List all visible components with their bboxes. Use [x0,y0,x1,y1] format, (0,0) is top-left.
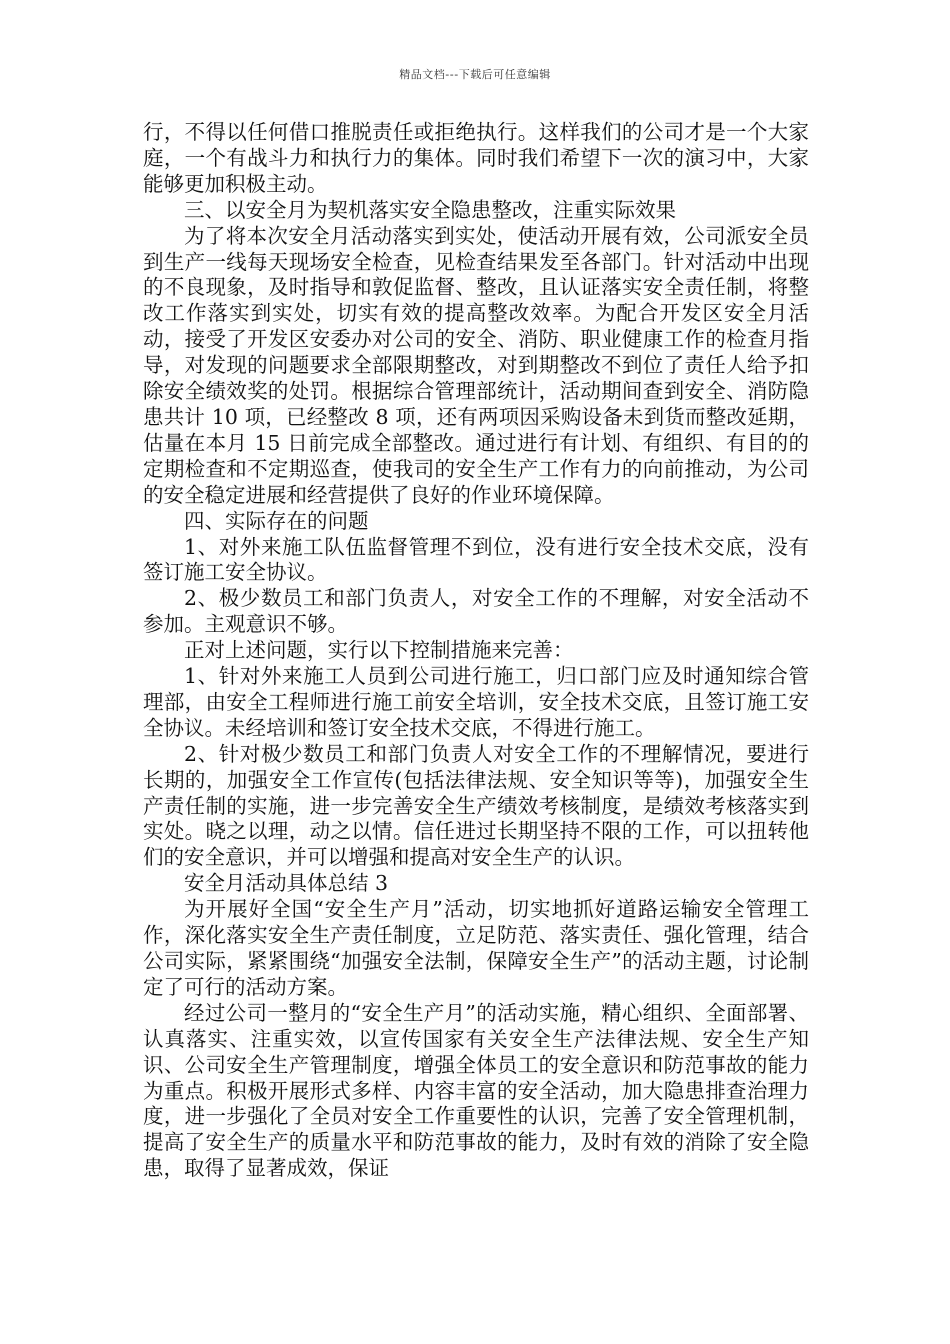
paragraph: 经过公司一整月的“安全生产月”的活动实施，精心组织、全面部署、认真落实、注重实效，以宣传国家有关安全生产法律法规、安全生产知识、公司安全生产管理制度，增强全体员工的安全意识和防范事故的能力为重点。积极开展形式多样、内容丰富的安全活动，加大隐患排查治理力度，进一步强化了全员对安全工作重要性的认识，完善了安全管理机制，提高了安全生产的质量水平和防范事故的能力，及时有效的消除了安全隐患，取得了显著成效，保证 [143,1000,809,1181]
list-item: 2、极少数员工和部门负责人，对安全工作的不理解，对安全活动不参加。主观意识不够。 [143,586,809,637]
page-header: 精品文档---下载后可任意编辑 [399,68,551,81]
list-item: 1、对外来施工队伍监督管理不到位，没有进行安全技术交底，没有签订施工安全协议。 [143,534,809,585]
section-heading: 安全月活动具体总结 3 [184,871,389,896]
list-item: 1、针对外来施工人员到公司进行施工，归口部门应及时通知综合管理部，由安全工程师进行施工前安全培训，安全技术交底，且签订施工安全协议。未经培训和签订安全技术交底，不得进行施工。 [143,664,809,740]
paragraph: 行，不得以任何借口推脱责任或拒绝执行。这样我们的公司才是一个大家庭，一个有战斗力和执行力的集体。同时我们希望下一次的演习中，大家能够更加积极主动。 [143,120,809,196]
section-heading: 四、实际存在的问题 [184,508,369,533]
paragraph: 为了将本次安全月活动落实到实处，使活动开展有效，公司派安全员到生产一线每天现场安全检查，见检查结果发至各部门。针对活动中出现的不良现象，及时指导和敦促监督、整改，且认证落实安全责任制，将整改工作落实到实处，切实有效的提高整改效率。为配合开发区安全月活动，接受了开发区安委办对公司的安全、消防、职业健康工作的检查月指导，对发现的问题要求全部限期整改，对到期整改不到位了责任人给予扣除安全绩效奖的处罚。根据综合管理部统计，活动期间查到安全、消防隐患共计 10 项，已经整改 8 项，还有两项因采购设备未到货而整改延期，估量在本月 15 日前完成全部整改。通过进行有计划、有组织、有目的的定期检查和不定期巡查，使我司的安全生产工作有力的向前推动，为公司的安全稳定进展和经营提供了良好的作业环境保障。 [143,223,809,507]
paragraph: 为开展好全国“安全生产月”活动，切实地抓好道路运输安全管理工作，深化落实安全生产责任制度，立足防范、落实责任、强化管理，结合公司实际，紧紧围绕“加强安全法制，保障安全生产”的活动主题，讨论制定了可行的活动方案。 [143,897,809,999]
paragraph: 正对上述问题，实行以下控制措施来完善： [184,638,574,663]
document-body [143,120,809,1182]
list-item: 2、针对极少数员工和部门负责人对安全工作的不理解情况，要进行长期的，加强安全工作宣传(包括法律法规、安全知识等等)，加强安全生产责任制的实施，进一步完善安全生产绩效考核制度，是绩效考核落实到实处。晓之以理，动之以情。信任进过长期坚持不限的工作，可以扭转他们的安全意识，并可以增强和提高对安全生产的认识。 [143,741,809,870]
section-heading: 三、以安全月为契机落实安全隐患整改，注重实际效果 [184,197,676,222]
